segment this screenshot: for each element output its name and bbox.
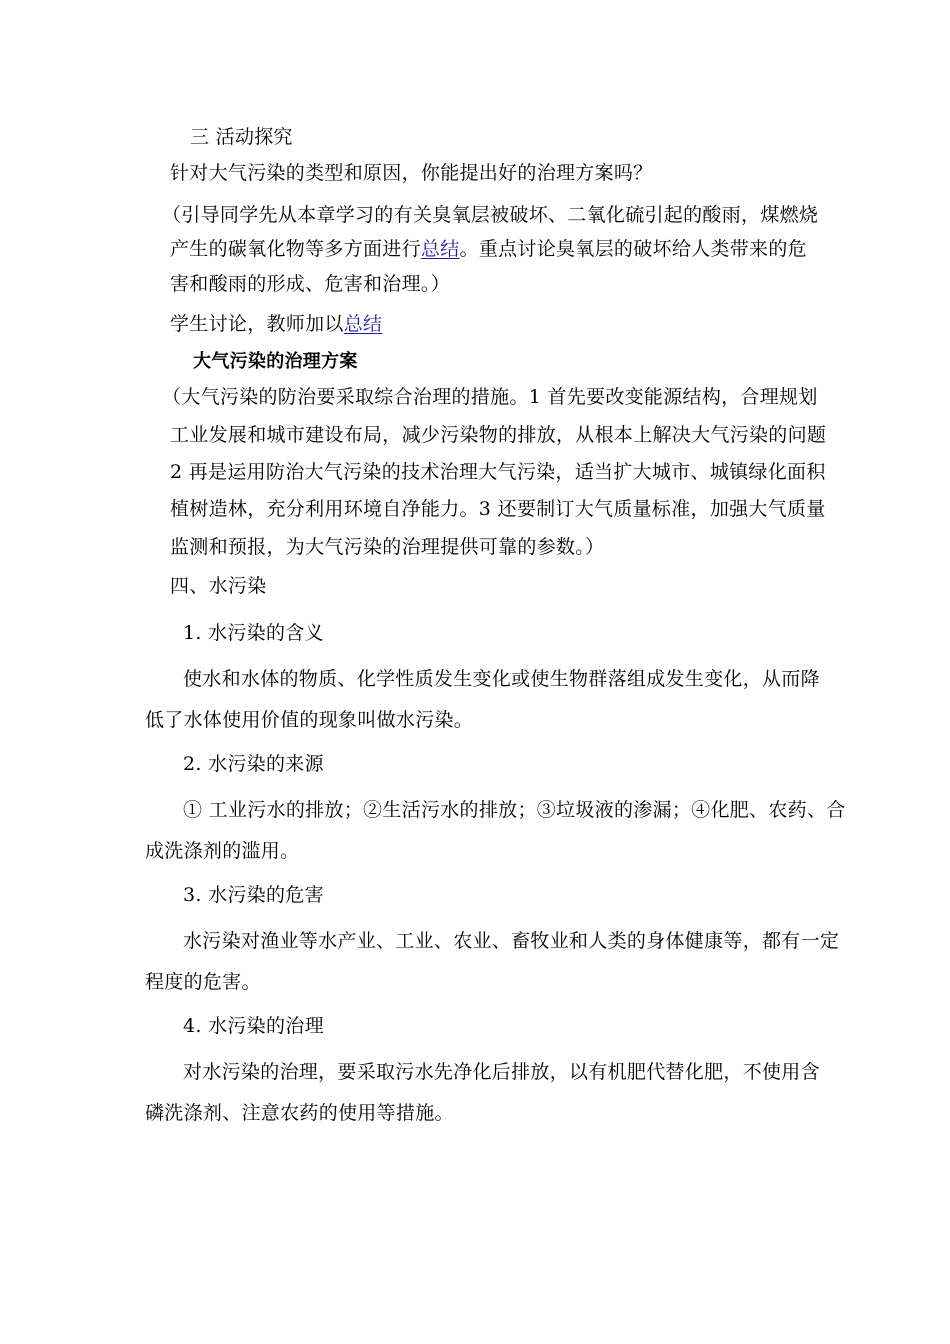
activity-question: 针对大气污染的类型和原因，你能提出好的治理方案吗？ — [170, 162, 653, 184]
water-definition-line2: 低了水体使用价值的现象叫做水污染。 — [145, 709, 474, 731]
guide-paragraph-line1: （引导同学先从本章学习的有关臭氧层被破坏、二氧化硫引起的酸雨，煤燃烧 — [162, 204, 819, 226]
plan-paragraph-line4: 植树造林，充分利用环境自净能力。3 还要制订大气质量标准，加强大气质量 — [170, 498, 826, 520]
water-hazards-title: 3. 水污染的危害 — [183, 884, 324, 906]
summary-link[interactable]: 总结 — [420, 238, 460, 260]
water-hazards-line1: 水污染对渔业等水产业、工业、农业、畜牧业和人类的身体健康等，都有一定 — [183, 930, 840, 952]
water-definition-title: 1. 水污染的含义 — [183, 622, 324, 644]
section-heading-water-pollution: 四、水污染 — [170, 575, 267, 597]
water-definition-line1: 使水和水体的物质、化学性质发生变化或使生物群落组成发生变化，从而降 — [183, 668, 820, 690]
discussion-text: 学生讨论，教师加以 — [170, 313, 344, 335]
plan-paragraph-line5: 监测和预报，为大气污染的治理提供可靠的参数。） — [170, 536, 605, 558]
guide-text-after-link: 。重点讨论臭氧层的破坏给人类带来的危 — [459, 238, 807, 260]
plan-paragraph-line1: （大气污染的防治要采取综合治理的措施。1 首先要改变能源结构，合理规划 — [162, 386, 818, 408]
guide-text-before-link: 产生的碳氧化物等多方面进行 — [170, 238, 421, 260]
section-heading-activity: 三 活动探究 — [190, 126, 293, 148]
guide-paragraph-line3: 害和酸雨的形成、危害和治理。） — [170, 273, 451, 295]
plan-title: 大气污染的治理方案 — [193, 351, 358, 372]
water-treatment-title: 4. 水污染的治理 — [183, 1015, 324, 1037]
water-treatment-line1: 对水污染的治理，要采取污水先净化后排放，以有机肥代替化肥，不使用含 — [183, 1061, 820, 1083]
water-hazards-line2: 程度的危害。 — [145, 971, 261, 993]
water-sources-line1: ① 工业污水的排放；②生活污水的排放；③垃圾液的渗漏；④化肥、农药、合 — [183, 799, 846, 821]
plan-paragraph-line3: 2 再是运用防治大气污染的技术治理大气污染，适当扩大城市、城镇绿化面积 — [170, 461, 826, 483]
summary-link[interactable]: 总结 — [343, 313, 383, 335]
plan-paragraph-line2: 工业发展和城市建设布局，减少污染物的排放，从根本上解决大气污染的问题 — [170, 424, 827, 446]
discussion-line — [170, 311, 382, 337]
water-treatment-line2: 磷洗涤剂、注意农药的使用等措施。 — [145, 1102, 454, 1124]
guide-paragraph-line2 — [170, 236, 807, 262]
water-sources-title: 2. 水污染的来源 — [183, 753, 324, 775]
water-sources-line2: 成洗涤剂的滥用。 — [145, 840, 300, 862]
